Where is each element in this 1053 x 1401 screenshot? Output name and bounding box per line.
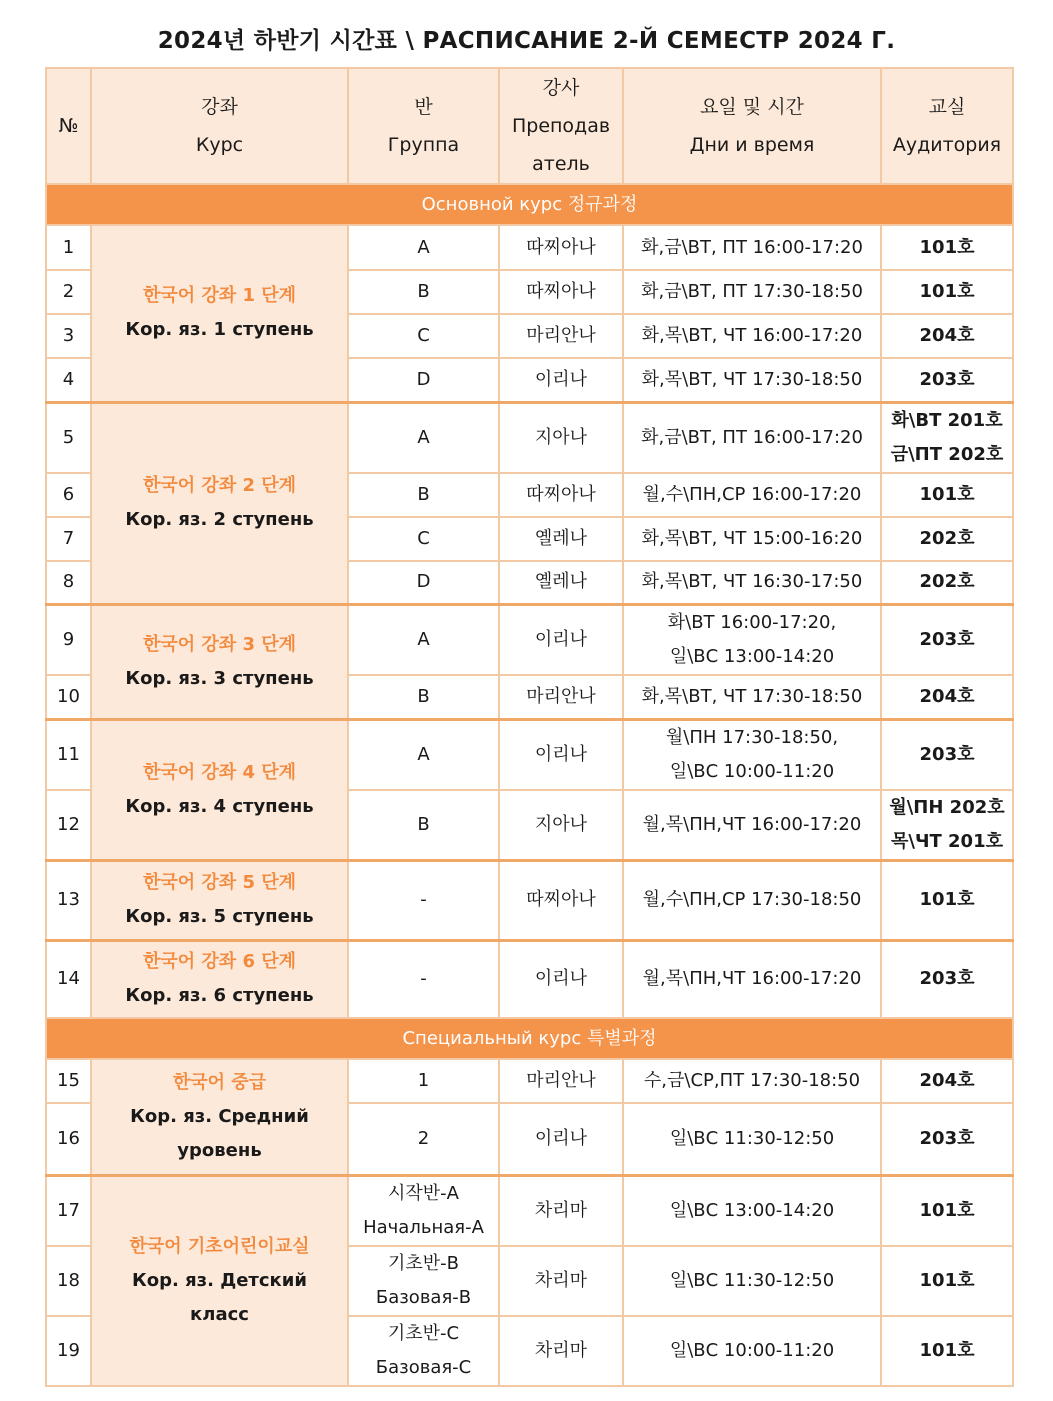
row-num: 19: [46, 1316, 91, 1386]
header-time: 요일 및 시간 Дни и время: [623, 68, 881, 184]
row-teacher: 따찌아나: [499, 473, 623, 517]
course-level-2: 한국어 강좌 2 단계 Кор. яз. 2 ступень: [91, 402, 348, 605]
row-room: 203호: [881, 940, 1013, 1018]
row-room: 202호: [881, 561, 1013, 605]
row-time: 월,수\ПН,СР 16:00-17:20: [623, 473, 881, 517]
row-room: 101호: [881, 860, 1013, 940]
row-group: -: [348, 940, 499, 1018]
row-time: 월,목\ПН,ЧТ 16:00-17:20: [623, 790, 881, 861]
row-time: 일\ВС 10:00-11:20: [623, 1316, 881, 1386]
header-row: [46, 68, 1013, 184]
row-time: 화,목\ВТ, ЧТ 17:30-18:50: [623, 358, 881, 402]
row-room: 204호: [881, 675, 1013, 719]
table-row: [46, 719, 1013, 790]
row-time: 일\ВС 11:30-12:50: [623, 1246, 881, 1316]
row-group: D: [348, 358, 499, 402]
table-row: [46, 605, 1013, 676]
row-num: 18: [46, 1246, 91, 1316]
row-group: A: [348, 605, 499, 676]
row-num: 2: [46, 270, 91, 314]
row-room: 203호: [881, 1103, 1013, 1175]
row-num: 7: [46, 517, 91, 561]
row-group: 1: [348, 1059, 499, 1103]
row-group: 기초반-B Базовая-В: [348, 1246, 499, 1316]
table-row: [46, 402, 1013, 473]
row-teacher: 마리안나: [499, 314, 623, 358]
row-num: 14: [46, 940, 91, 1018]
row-num: 5: [46, 402, 91, 473]
row-room: 화\ВТ 201호 금\ПТ 202호: [881, 402, 1013, 473]
row-room: 202호: [881, 517, 1013, 561]
row-teacher: 차리마: [499, 1316, 623, 1386]
row-teacher: 지아나: [499, 402, 623, 473]
row-num: 17: [46, 1175, 91, 1246]
row-num: 13: [46, 860, 91, 940]
row-teacher: 이리나: [499, 719, 623, 790]
row-num: 16: [46, 1103, 91, 1175]
row-num: 9: [46, 605, 91, 676]
row-room: 204호: [881, 1059, 1013, 1103]
row-teacher: 이리나: [499, 940, 623, 1018]
row-time: 일\ВС 11:30-12:50: [623, 1103, 881, 1175]
row-num: 11: [46, 719, 91, 790]
row-num: 8: [46, 561, 91, 605]
course-level-5: 한국어 강좌 5 단계 Кор. яз. 5 ступень: [91, 860, 348, 940]
row-group: B: [348, 790, 499, 861]
header-group: 반 Группа: [348, 68, 499, 184]
row-room: 203호: [881, 605, 1013, 676]
section-regular: Основной курс 정규과정: [46, 184, 1013, 225]
row-time: 월,수\ПН,СР 17:30-18:50: [623, 860, 881, 940]
row-teacher: 차리마: [499, 1175, 623, 1246]
row-time: 화,금\ВТ, ПТ 17:30-18:50: [623, 270, 881, 314]
row-room: 203호: [881, 358, 1013, 402]
row-time: 일\ВС 13:00-14:20: [623, 1175, 881, 1246]
row-time: 월\ПН 17:30-18:50, 일\ВС 10:00-11:20: [623, 719, 881, 790]
row-room: 101호: [881, 1175, 1013, 1246]
row-group: C: [348, 517, 499, 561]
row-room: 101호: [881, 473, 1013, 517]
row-teacher: 옐레나: [499, 561, 623, 605]
table-row: [46, 860, 1013, 940]
course-level-1: 한국어 강좌 1 단계 Кор. яз. 1 ступень: [91, 225, 348, 402]
row-group: 기초반-C Базовая-С: [348, 1316, 499, 1386]
row-num: 3: [46, 314, 91, 358]
row-teacher: 마리안나: [499, 1059, 623, 1103]
row-teacher: 차리마: [499, 1246, 623, 1316]
row-time: 수,금\СР,ПТ 17:30-18:50: [623, 1059, 881, 1103]
course-level-3: 한국어 강좌 3 단계 Кор. яз. 3 ступень: [91, 605, 348, 720]
row-teacher: 마리안나: [499, 675, 623, 719]
row-room: 204호: [881, 314, 1013, 358]
row-group: D: [348, 561, 499, 605]
row-teacher: 지아나: [499, 790, 623, 861]
section-special-row: [46, 1018, 1013, 1059]
row-group: A: [348, 402, 499, 473]
course-children: 한국어 기초어린이교실 Кор. яз. Детский класс: [91, 1175, 348, 1386]
table-row: [46, 225, 1013, 270]
row-group: 시작반-A Начальная-А: [348, 1175, 499, 1246]
row-group: 2: [348, 1103, 499, 1175]
header-course: 강좌 Курс: [91, 68, 348, 184]
row-teacher: 옐레나: [499, 517, 623, 561]
header-num: №: [46, 68, 91, 184]
row-num: 10: [46, 675, 91, 719]
row-group: A: [348, 719, 499, 790]
row-group: B: [348, 270, 499, 314]
row-group: C: [348, 314, 499, 358]
row-group: A: [348, 225, 499, 270]
section-special: Специальный курс 특별과정: [46, 1018, 1013, 1059]
row-group: -: [348, 860, 499, 940]
row-time: 월,목\ПН,ЧТ 16:00-17:20: [623, 940, 881, 1018]
row-teacher: 이리나: [499, 605, 623, 676]
row-time: 화,금\ВТ, ПТ 16:00-17:20: [623, 402, 881, 473]
row-time: 화,금\ВТ, ПТ 16:00-17:20: [623, 225, 881, 270]
schedule-table: [45, 67, 1014, 1387]
course-intermediate: 한국어 중급 Кор. яз. Средний уровень: [91, 1059, 348, 1175]
row-num: 15: [46, 1059, 91, 1103]
table-row: [46, 1059, 1013, 1103]
row-room: 101호: [881, 225, 1013, 270]
row-num: 1: [46, 225, 91, 270]
course-level-4: 한국어 강좌 4 단계 Кор. яз. 4 ступень: [91, 719, 348, 860]
row-teacher: 따찌아나: [499, 860, 623, 940]
row-room: 101호: [881, 1316, 1013, 1386]
section-regular-row: [46, 184, 1013, 225]
row-teacher: 이리나: [499, 358, 623, 402]
header-teacher: 강사 Преподав атель: [499, 68, 623, 184]
header-room: 교실 Аудитория: [881, 68, 1013, 184]
table-row: [46, 940, 1013, 1018]
table-row: [46, 1175, 1013, 1246]
row-num: 4: [46, 358, 91, 402]
row-group: B: [348, 473, 499, 517]
row-num: 6: [46, 473, 91, 517]
row-time: 화,목\ВТ, ЧТ 16:00-17:20: [623, 314, 881, 358]
row-room: 101호: [881, 270, 1013, 314]
row-room: 월\ПН 202호 목\ЧТ 201호: [881, 790, 1013, 861]
row-room: 101호: [881, 1246, 1013, 1316]
row-teacher: 따찌아나: [499, 270, 623, 314]
row-group: B: [348, 675, 499, 719]
row-num: 12: [46, 790, 91, 861]
row-teacher: 이리나: [499, 1103, 623, 1175]
row-time: 화,목\ВТ, ЧТ 16:30-17:50: [623, 561, 881, 605]
course-level-6: 한국어 강좌 6 단계 Кор. яз. 6 ступень: [91, 940, 348, 1018]
row-room: 203호: [881, 719, 1013, 790]
row-time: 화,목\ВТ, ЧТ 15:00-16:20: [623, 517, 881, 561]
page-title: 2024년 하반기 시간표 \ РАСПИСАНИЕ 2-Й СЕМЕСТР 2024 Г.: [157, 28, 896, 54]
row-teacher: 따찌아나: [499, 225, 623, 270]
row-time: 화\ВТ 16:00-17:20, 일\ВС 13:00-14:20: [623, 605, 881, 676]
row-time: 화,목\ВТ, ЧТ 17:30-18:50: [623, 675, 881, 719]
